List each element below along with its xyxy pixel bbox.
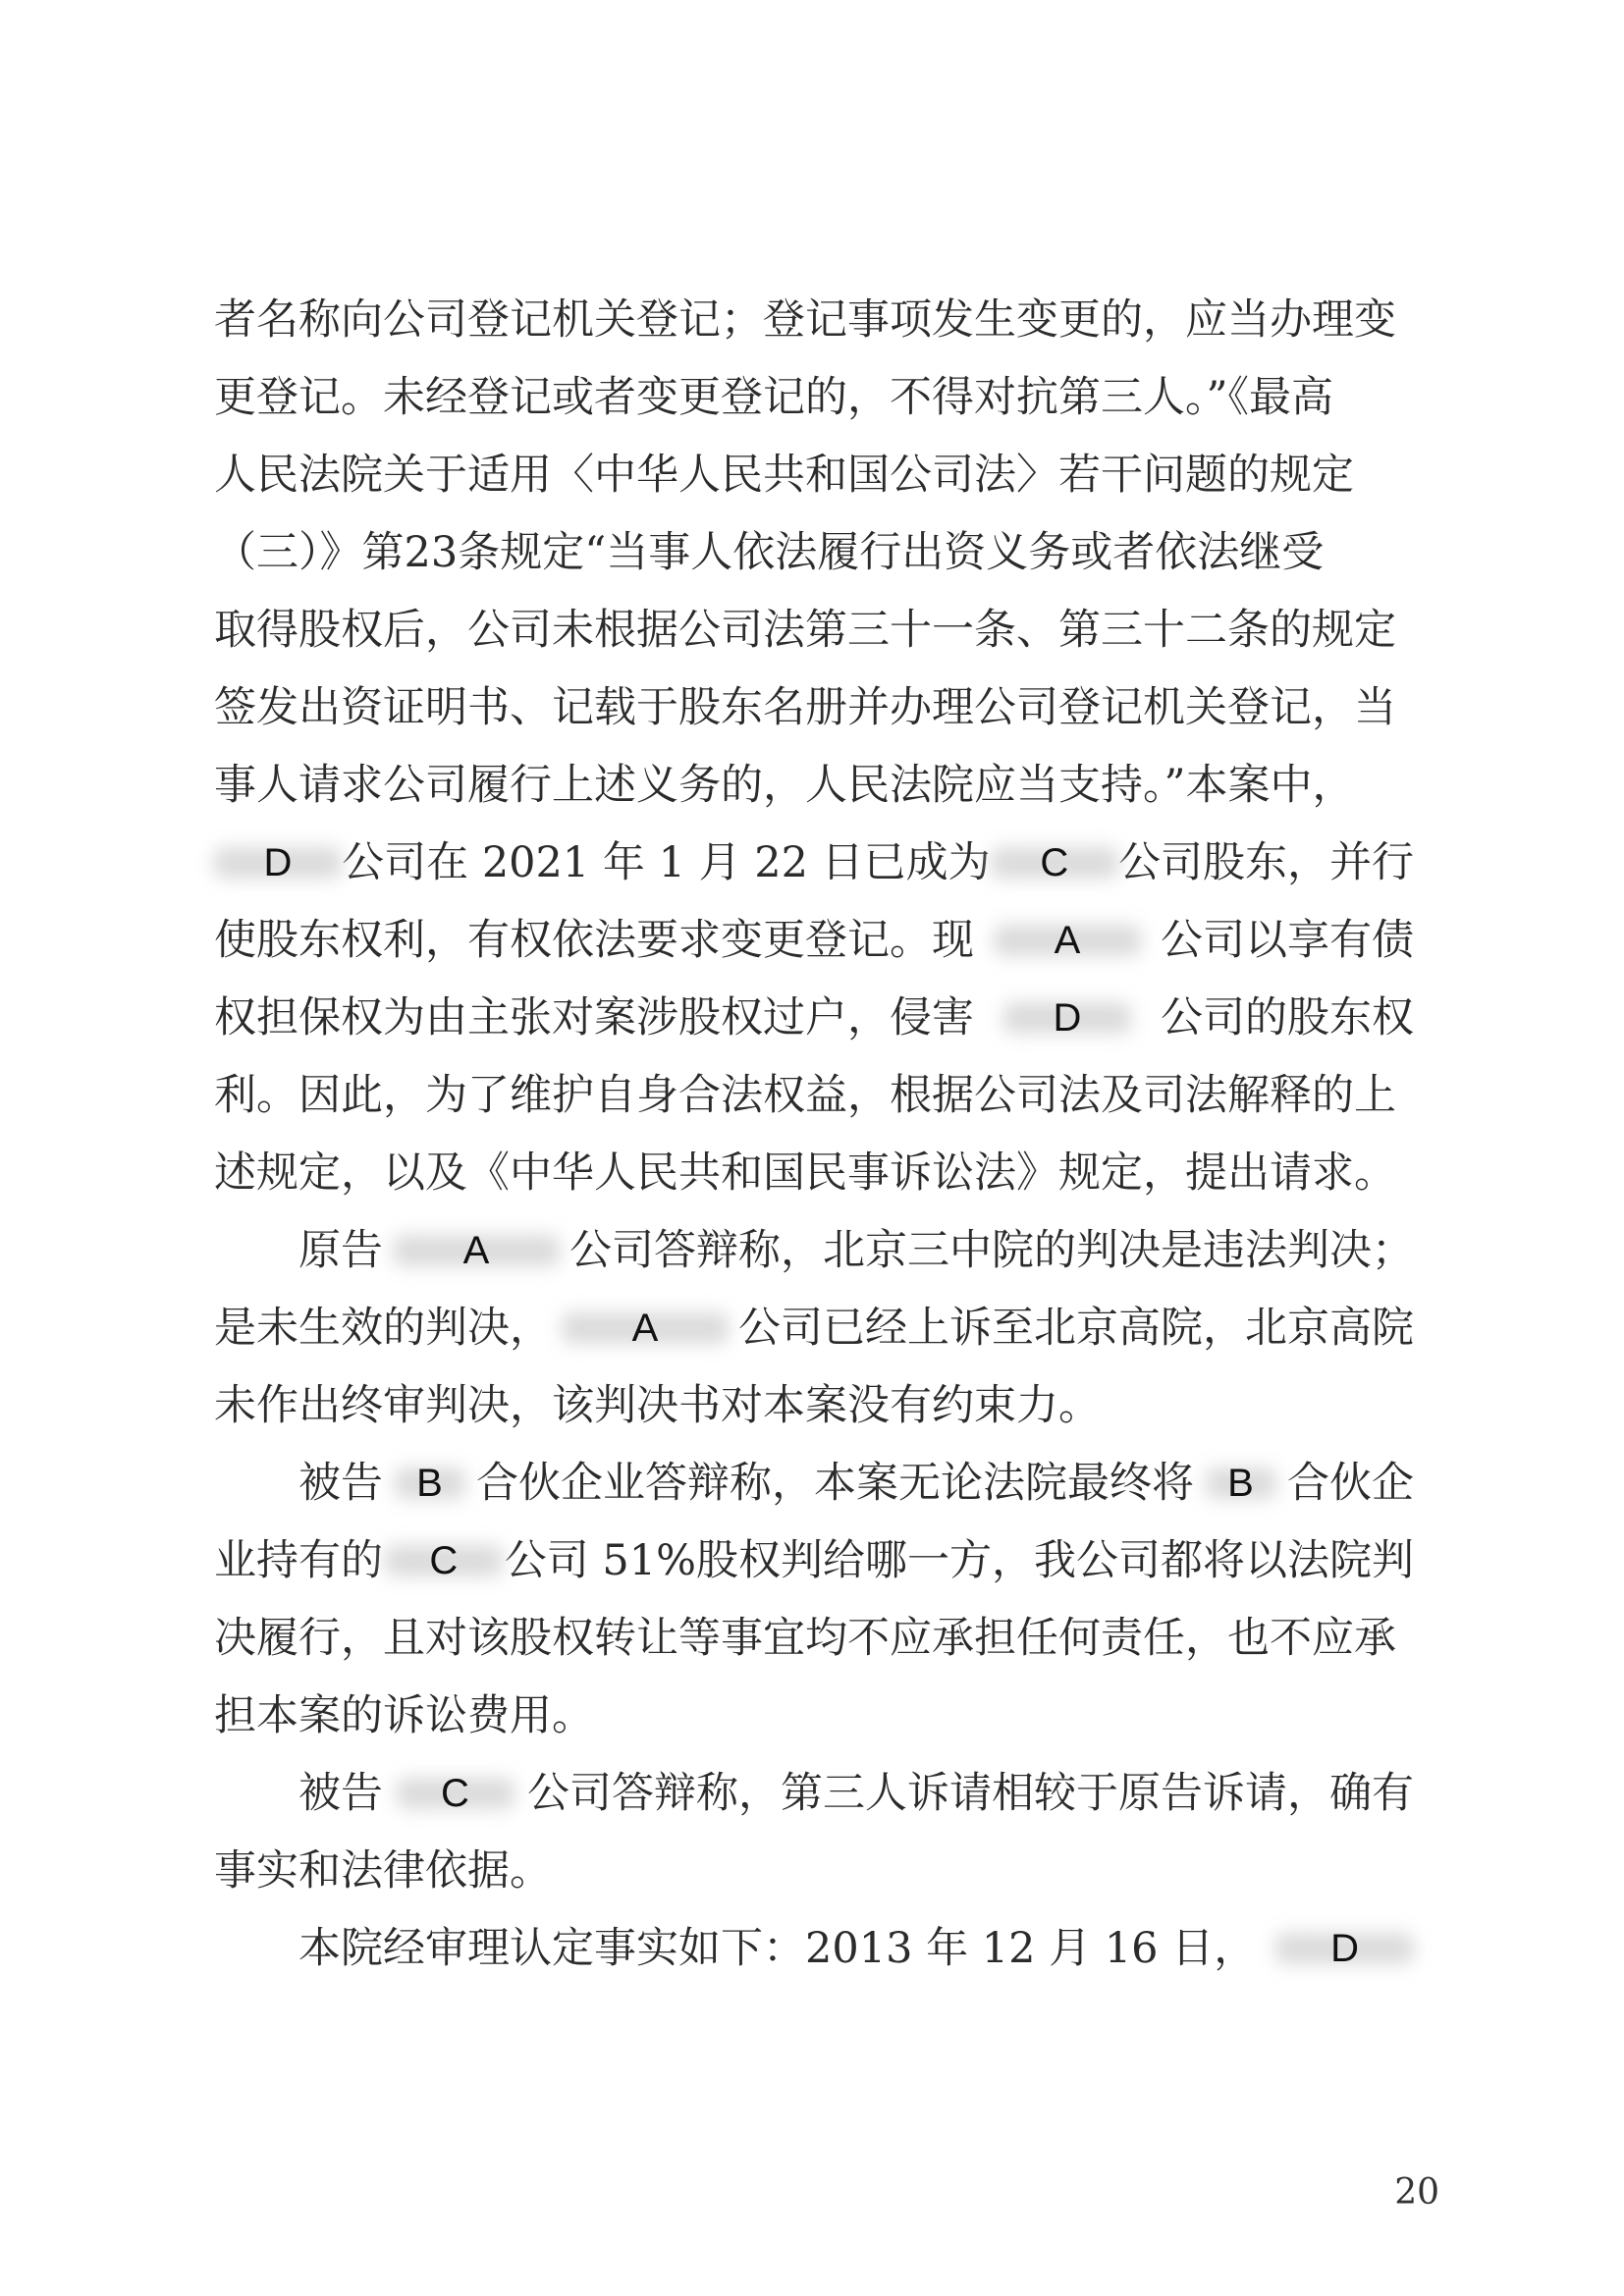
- text-segment: 原告: [298, 1226, 383, 1275]
- redacted-party-name: [1206, 1456, 1276, 1511]
- text-segment: 事实和法律依据。: [214, 1846, 552, 1896]
- redaction-label: C: [441, 1772, 469, 1815]
- text-line-1: [214, 281, 1414, 359]
- text-segment: 合伙企业答辩称，本案无论法院最终将: [476, 1459, 1194, 1508]
- text-line-8: [214, 824, 1414, 902]
- text-segment: 公司的股东权: [1161, 993, 1414, 1042]
- text-segment: 利。因此，为了维护自身合法权益，根据公司法及司法解释的上: [214, 1071, 1396, 1120]
- text-segment: 公司答辩称，北京三中院的判决是违法判决；: [569, 1226, 1414, 1275]
- text-line-3: [214, 436, 1414, 514]
- redaction-label: D: [1053, 996, 1082, 1040]
- text-line-16: [298, 1444, 1414, 1522]
- text-segment: 述规定，以及《中华人民共和国民事诉讼法》规定，提出请求。: [214, 1148, 1396, 1198]
- text-segment: 公司在 2021 年 1 月 22 日已成为: [342, 838, 991, 887]
- redaction-label: D: [1330, 1927, 1360, 1970]
- text-segment: 签发出资证明书、记载于股东名册并办理公司登记机关登记，当: [214, 683, 1396, 732]
- text-line-5: [214, 591, 1414, 669]
- redaction-label: B: [1227, 1462, 1254, 1505]
- text-segment: 合伙企: [1287, 1459, 1414, 1508]
- redacted-party-name: [385, 1533, 503, 1588]
- text-segment: 公司答辩称，第三人诉请相较于原告诉请，确有: [527, 1769, 1414, 1818]
- text-line-6: [214, 668, 1414, 747]
- text-line-19: [214, 1677, 1414, 1755]
- redaction-label: C: [429, 1539, 459, 1582]
- text-line-10: [214, 979, 1414, 1057]
- text-segment: 被告: [298, 1769, 383, 1818]
- text-segment: 决履行，且对该股权转让等事宜均不应承担任何责任，也不应承: [214, 1614, 1396, 1663]
- redacted-party-name: [395, 1456, 465, 1511]
- text-segment: 公司以享有债: [1161, 916, 1414, 965]
- text-segment: 业持有的: [214, 1536, 383, 1585]
- text-line-21: [214, 1832, 1414, 1910]
- text-line-7: [214, 746, 1414, 825]
- text-line-20: [298, 1754, 1414, 1833]
- text-segment: 公司 51%股权判给哪一方，我公司都将以法院判: [504, 1536, 1414, 1585]
- text-segment: 权担保权为由主张对案涉股权过户，侵害: [214, 993, 974, 1042]
- text-segment: 者名称向公司登记机关登记；登记事项发生变更的，应当办理变: [214, 295, 1396, 345]
- text-line-11: [214, 1056, 1414, 1135]
- text-segment: 更登记。未经登记或者变更登记的，不得对抗第三人。”《最高: [214, 373, 1333, 422]
- text-segment: 未作出终审判决，该判决书对本案没有约束力。: [214, 1381, 1101, 1430]
- text-segment: 本院经审理认定事实如下：2013 年 12 月 16 日，: [298, 1924, 1257, 1973]
- page-number: 20: [1394, 2172, 1439, 2213]
- redacted-party-name: [1275, 1921, 1414, 1976]
- text-segment: 取得股权后，公司未根据公司法第三十一条、第三十二条的规定: [214, 606, 1396, 655]
- redaction-label: A: [462, 1229, 490, 1272]
- text-line-14: [214, 1289, 1414, 1367]
- redacted-party-name: [1003, 990, 1131, 1045]
- redacted-party-name: [562, 1301, 729, 1356]
- text-line-17: [214, 1522, 1414, 1600]
- redacted-party-name: [397, 1766, 514, 1821]
- text-segment: 是未生效的判决，: [214, 1304, 552, 1353]
- redaction-label: A: [1054, 919, 1081, 962]
- text-line-22: [298, 1909, 1414, 1988]
- text-line-9: [214, 901, 1414, 980]
- text-segment: 被告: [298, 1459, 383, 1508]
- text-segment: 公司已经上诉至北京高院，北京高院: [738, 1304, 1414, 1353]
- redacted-party-name: [393, 1223, 560, 1278]
- text-segment: 使股东权利，有权依法要求变更登记。现: [214, 916, 974, 965]
- text-line-4: [214, 513, 1414, 592]
- text-segment: 公司股东，并行: [1118, 838, 1414, 887]
- redaction-label: B: [416, 1462, 443, 1505]
- redaction-label: A: [631, 1307, 659, 1350]
- text-line-15: [214, 1366, 1414, 1445]
- text-segment: 事人请求公司履行上述义务的，人民法院应当支持。”本案中，: [214, 761, 1355, 810]
- text-segment: 担本案的诉讼费用。: [214, 1691, 594, 1740]
- text-segment: （三）》第23条规定“当事人依法履行出资义务或者依法继受: [214, 528, 1325, 577]
- redaction-label: D: [263, 841, 293, 884]
- text-line-18: [214, 1599, 1414, 1678]
- text-segment: 人民法院关于适用〈中华人民共和国公司法〉若干问题的规定: [214, 451, 1354, 500]
- text-line-12: [214, 1134, 1414, 1212]
- redacted-party-name: [214, 835, 342, 890]
- redaction-label: C: [1040, 841, 1069, 884]
- text-line-13: [298, 1211, 1414, 1290]
- redacted-party-name: [994, 913, 1141, 968]
- redacted-party-name: [991, 835, 1118, 890]
- text-line-2: [214, 358, 1414, 437]
